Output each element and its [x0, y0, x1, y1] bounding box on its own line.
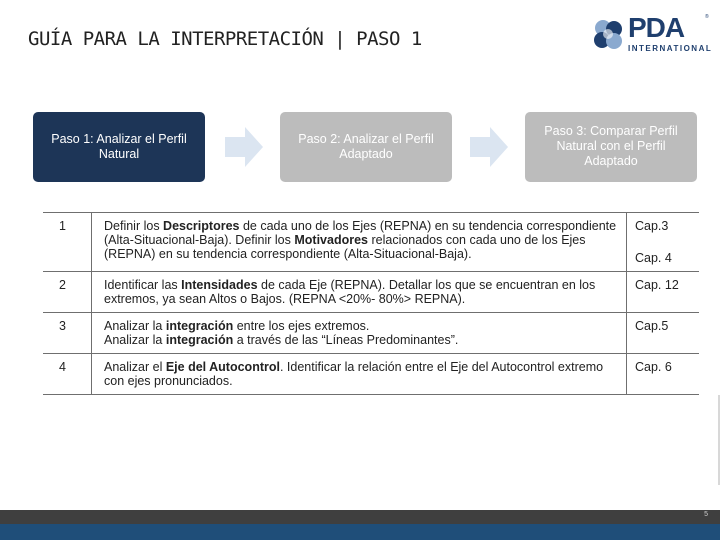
description-text: Identificar las — [104, 278, 182, 292]
bold-term: Intensidades — [181, 278, 258, 292]
step-1-box — [33, 112, 205, 182]
description-text: de cada uno de los Ejes (REPNA) en su tendencia correspondiente (Alta-Situacional-Baja). Definir los — [104, 219, 617, 247]
description-text: de cada Eje (REPNA). Detallar los que se encuentran en los extremos, ya sean Altos o Bajos. (REPNA <20%- 80%> REPNA). — [104, 278, 596, 306]
logo-circles-icon — [592, 18, 626, 52]
row-number: 1 — [43, 213, 92, 272]
description-text: Analizar la — [104, 333, 166, 347]
chapter-ref: Cap. 12 — [635, 278, 679, 292]
bold-term: integración — [165, 319, 234, 333]
description-text: . Identificar la relación entre el Eje del Autocontrol extremo con ejes pronunciados. — [104, 360, 604, 388]
bold-term: Eje del Autocontrol — [165, 360, 280, 374]
bold-term: Motivadores — [294, 233, 368, 247]
bold-term: Descriptores — [163, 219, 240, 233]
table-row — [43, 313, 699, 354]
step-3-box — [525, 112, 697, 182]
row-chapter — [627, 213, 700, 272]
description-text: Analizar el — [104, 360, 166, 374]
row-description — [92, 213, 627, 272]
row-number: 4 — [43, 354, 92, 395]
row-number: 2 — [43, 272, 92, 313]
steps-table — [43, 212, 699, 395]
step-2-label: Paso 2: Analizar el Perfil Adaptado — [298, 132, 434, 161]
chapter-ref: Cap.3 — [635, 219, 669, 233]
step-2-box — [280, 112, 452, 182]
table-row — [43, 272, 699, 313]
row-description — [92, 272, 627, 313]
description-text: Definir los — [104, 219, 164, 233]
arrow-right-icon — [470, 127, 508, 167]
pda-logo — [592, 12, 712, 60]
row-chapter — [627, 272, 700, 313]
row-number: 3 — [43, 313, 92, 354]
chapter-ref: Cap. 6 — [635, 360, 672, 374]
row-description — [92, 354, 627, 395]
row-description — [92, 313, 627, 354]
description-text: entre los ejes extremos. — [233, 319, 370, 333]
description-text: a través de las “Líneas Predominantes”. — [233, 333, 459, 347]
logo-wordmark: PDA — [628, 12, 685, 43]
step-3-label: Paso 3: Comparar Perfil Natural con el Perfil Adaptado — [544, 124, 678, 168]
table-row — [43, 354, 699, 395]
slide-title: GUÍA PARA LA INTERPRETACIÓN | PASO 1 — [28, 28, 422, 50]
row-chapter — [627, 313, 700, 354]
description-text: Analizar la — [104, 319, 166, 333]
chapter-ref: Cap.5 — [635, 319, 669, 333]
logo-trademark: ® — [705, 14, 709, 20]
table-row — [43, 213, 699, 272]
chapter-ref: Cap. 4 — [635, 251, 672, 265]
step-1-label: Paso 1: Analizar el Perfil Natural — [51, 132, 187, 161]
bold-term: integración — [165, 333, 234, 347]
row-chapter — [627, 354, 700, 395]
description-text: relacionados con cada uno de los Ejes (REPNA) en su tendencia correspondiente (Alta-Situacional-Baja). — [104, 233, 586, 261]
page-number: 5 — [704, 511, 708, 518]
logo-subtext: INTERNATIONAL — [628, 44, 713, 53]
footer-bar-blue — [0, 524, 720, 540]
arrow-right-icon — [225, 127, 263, 167]
footer-bar-dark — [0, 510, 720, 524]
